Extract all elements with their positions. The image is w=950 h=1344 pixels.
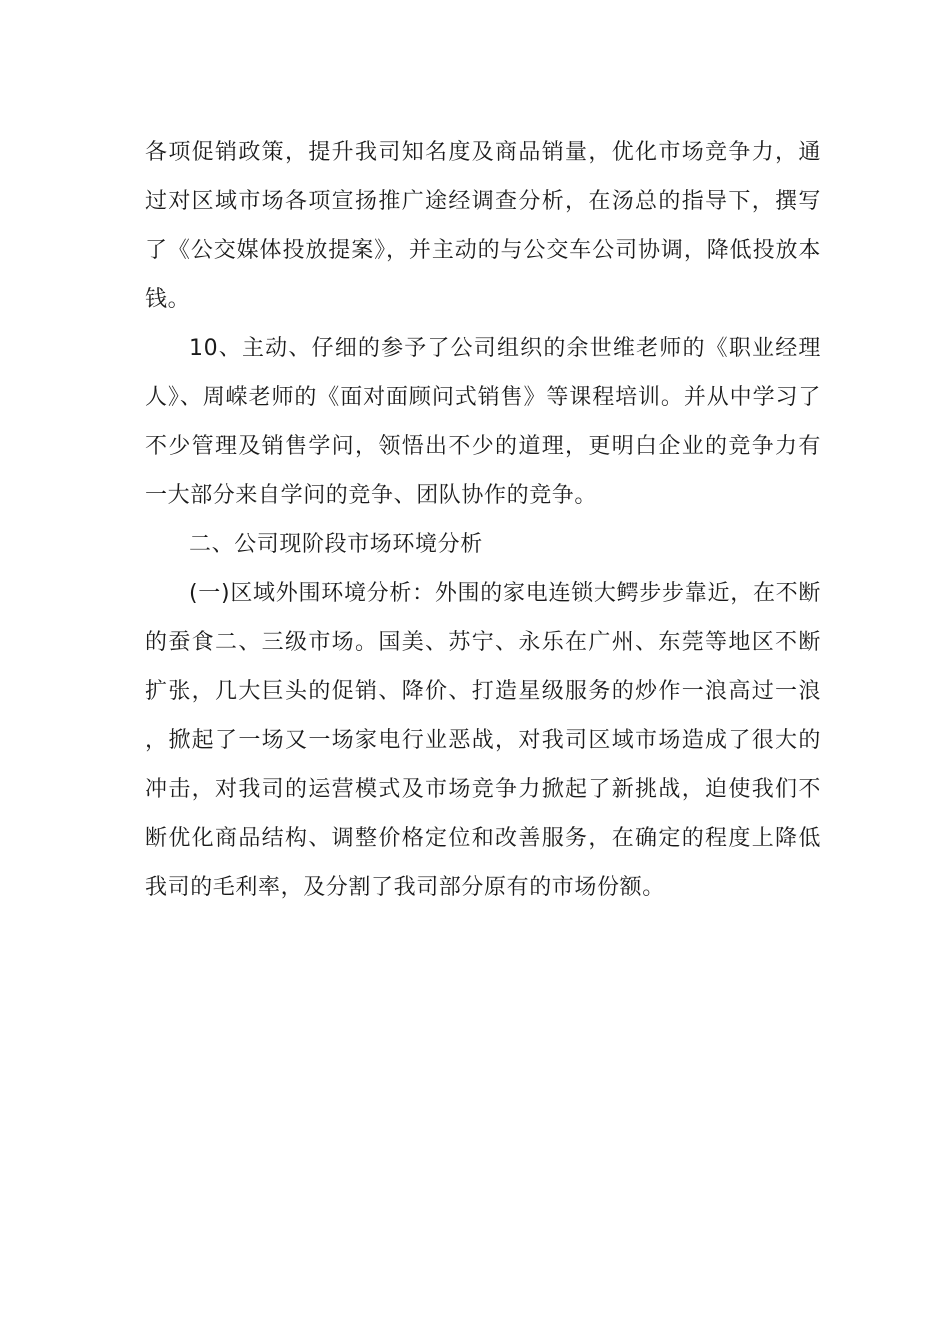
paragraph-continuation: 各项促销政策，提升我司知名度及商品销量，优化市场竞争力，通过对区域市场各项宣扬推广途经调查分析，在汤总的指导下，撰写了《公交媒体投放提案》，并主动的与公交车公司协调，降低投放本钱。 [145,140,821,312]
document-body [145,128,821,912]
paragraph-item-10: 10、主动、仔细的参予了公司组织的余世维老师的《职业经理人》、周嵘老师的《面对面顾问式销售》等课程培训。并从中学习了不少管理及销售学问，领悟出不少的道理，更明白企业的竞争力有一大部分来自学问的竞争、团队协作的竞争。 [145,336,821,508]
paragraph-external-environment: (一)区域外围环境分析：外围的家电连锁大鳄步步靠近，在不断的蚕食二、三级市场。国美、苏宁、永乐在广州、东莞等地区不断扩张，几大巨头的促销、降价、打造星级服务的炒作一浪高过一浪，掀起了一场又一场家电行业恶战，对我司区域市场造成了很大的冲击，对我司的运营模式及市场竞争力掀起了新挑战，迫使我们不断优化商品结构、调整价格定位和改善服务，在确定的程度上降低我司的毛利率，及分割了我司部分原有的市场份额。 [145,581,821,900]
section-heading-market-analysis: 二、公司现阶段市场环境分析 [189,532,483,557]
